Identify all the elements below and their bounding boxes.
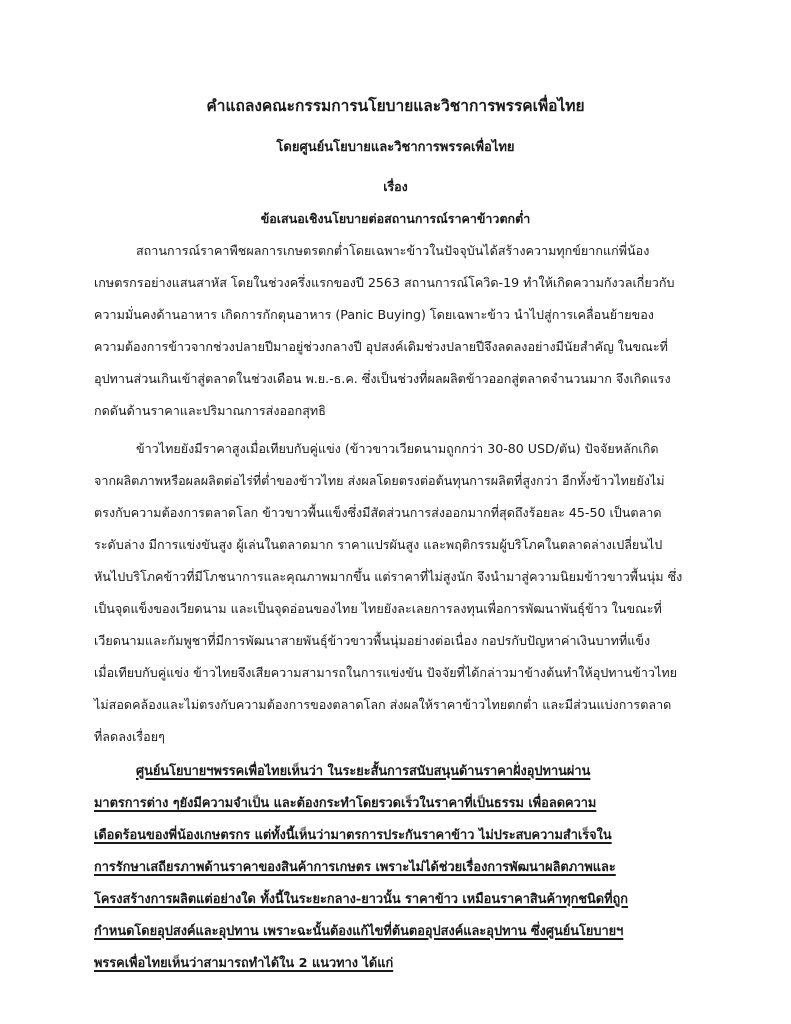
paragraph-line: โครงสร้างการผลิตแต่อย่างใด ทั้งนี้ในระยะกลาง-ยาวนั้น ราคาข้าว เหมือนราคาสินค้าทุกชนิดที่ถูก xyxy=(94,892,629,907)
paragraph-line: กำหนดโดยอุปสงค์และอุปทาน เพราะฉะนั้นต้องแก้ไขที่ต้นตออุปสงค์และอุปทาน ซึ่งศูนย์นโยบายฯ xyxy=(94,924,624,939)
paragraph-line: เกษตรกรอย่างแสนสาหัส โดยในช่วงครึ่งแรกของปี 2563 สถานการณ์โควิด-19 ทำให้เกิดความกังวลเกี่ยวกับ xyxy=(94,275,675,290)
paragraph-line: ที่ลดลงเรื่อยๆ xyxy=(94,729,165,744)
paragraph-line: สถานการณ์ราคาพืชผลการเกษตรตกต่ำโดยเฉพาะข้าวในปัจจุบันได้สร้างความทุกข์ยากแก่พี่น้อง xyxy=(136,243,650,258)
paragraph-line: ความต้องการข้าวจากช่วงปลายปีมาอยู่ช่วงกลางปี อุปสงค์เดิมช่วงปลายปีจึงลดลงอย่างมีนัยสำคัญ ในขณะที่ xyxy=(94,339,668,354)
paragraph-situation xyxy=(94,235,714,427)
paragraph-line: ศูนย์นโยบายฯพรรคเพื่อไทยเห็นว่า ในระยะสั้นการสนับสนุนด้านราคาฝั่งอุปทานผ่าน xyxy=(136,764,591,779)
paragraph-line: การรักษาเสถียรภาพด้านราคาของสินค้าการเกษตร เพราะไม่ได้ช่วยเรื่องการพัฒนาผลิตภาพและ xyxy=(94,860,616,875)
paragraph-line: เป็นจุดแข็งของเวียดนาม และเป็นจุดอ่อนของไทย ไทยยังละเลยการลงทุนเพื่อการพัฒนาพันธุ์ข้าว ในขณะที่ xyxy=(94,601,662,616)
topic-label: เรื่อง xyxy=(383,179,408,194)
paragraph-competitiveness xyxy=(94,433,714,753)
paragraph-policy-position xyxy=(94,756,714,980)
paragraph-line: เมื่อเทียบกับคู่แข่ง ข้าวไทยจึงเสียความสามารถในการแข่งขัน ปัจจัยที่ได้กล่าวมาข้างต้นทำให้อุปทานข้าวไทย xyxy=(94,665,677,680)
paragraph-line: เดือดร้อนของพี่น้องเกษตรกร แต่ทั้งนี้เห็นว่ามาตรการประกันราคาข้าว ไม่ประสบความสำเร็จใน xyxy=(94,828,612,843)
paragraph-line: หันไปบริโภคข้าวที่มีโภชนาการและคุณภาพมากขึ้น แต่ราคาที่ไม่สูงนัก จึงนำมาสู่ความนิยมข้าวขาวพื้นนุ่ม ซึ่ง xyxy=(94,569,683,584)
paragraph-line: พรรคเพื่อไทยเห็นว่าสามารถทำได้ใน 2 แนวทาง ได้แก่ xyxy=(94,956,394,971)
paragraph-line: ไม่สอดคล้องและไม่ตรงกับความต้องการของตลาดโลก ส่งผลให้ราคาข้าวไทยตกต่ำ และมีส่วนแบ่งการตลาด xyxy=(94,697,672,712)
paragraph-line: ความมั่นคงด้านอาหาร เกิดการกักตุนอาหาร (Panic Buying) โดยเฉพาะข้าว นำไปสู่การเคลื่อนย้ายของ xyxy=(94,307,654,322)
paragraph-line: อุปทานส่วนเกินเข้าสู่ตลาดในช่วงเดือน พ.ย.-ธ.ค. ซึ่งเป็นช่วงที่ผลผลิตข้าวออกสู่ตลาดจำนวนมาก จึงเกิดแรง xyxy=(94,371,671,386)
document-subtitle: โดยศูนย์นโยบายและวิชาการพรรคเพื่อไทย xyxy=(276,140,515,155)
paragraph-line: จากผลิตภาพหรือผลผลิตต่อไร่ที่ต่ำของข้าวไทย ส่งผลโดยตรงต่อต้นทุนการผลิตที่สูงกว่า อีกทั้งข้าวไทยยังไม่ xyxy=(94,473,665,488)
paragraph-line: มาตรการต่าง ๆยังมีความจำเป็น และต้องกระทำโดยรวดเร็วในราคาที่เป็นธรรม เพื่อลดความ xyxy=(94,796,597,811)
paragraph-line: ตรงกับความต้องการตลาดโลก ข้าวขาวพื้นแข็งซึ่งมีสัดส่วนการส่งออกมากที่สุดถึงร้อยละ 45-50 เป็นตลาด xyxy=(94,505,662,520)
paragraph-line: เวียดนามและกัมพูชาที่มีการพัฒนาสายพันธุ์ข้าวขาวพื้นนุ่มอย่างต่อเนื่อง กอปรกับปัญหาค่าเงินบาทที่แข็ง xyxy=(94,633,651,648)
document-title: คำแถลงคณะกรรมการนโยบายและวิชาการพรรคเพื่อไทย xyxy=(206,97,585,115)
paragraph-line: ระดับล่าง มีการแข่งขันสูง ผู้เล่นในตลาดมาก ราคาแปรผันสูง และพฤติกรรมผู้บริโภคในตลาดล่างเปลี่ยนไป xyxy=(94,537,663,552)
paragraph-line: ข้าวไทยยังมีราคาสูงเมื่อเทียบกับคู่แข่ง (ข้าวขาวเวียดนามถูกกว่า 30-80 USD/ตัน) ปัจจัยหลักเกิด xyxy=(136,441,659,456)
paragraph-line: กดดันด้านราคาและปริมาณการส่งออกสุทธิ xyxy=(94,403,326,418)
topic-title: ข้อเสนอเชิงนโยบายต่อสถานการณ์ราคาข้าวตกต่ำ xyxy=(260,211,531,226)
